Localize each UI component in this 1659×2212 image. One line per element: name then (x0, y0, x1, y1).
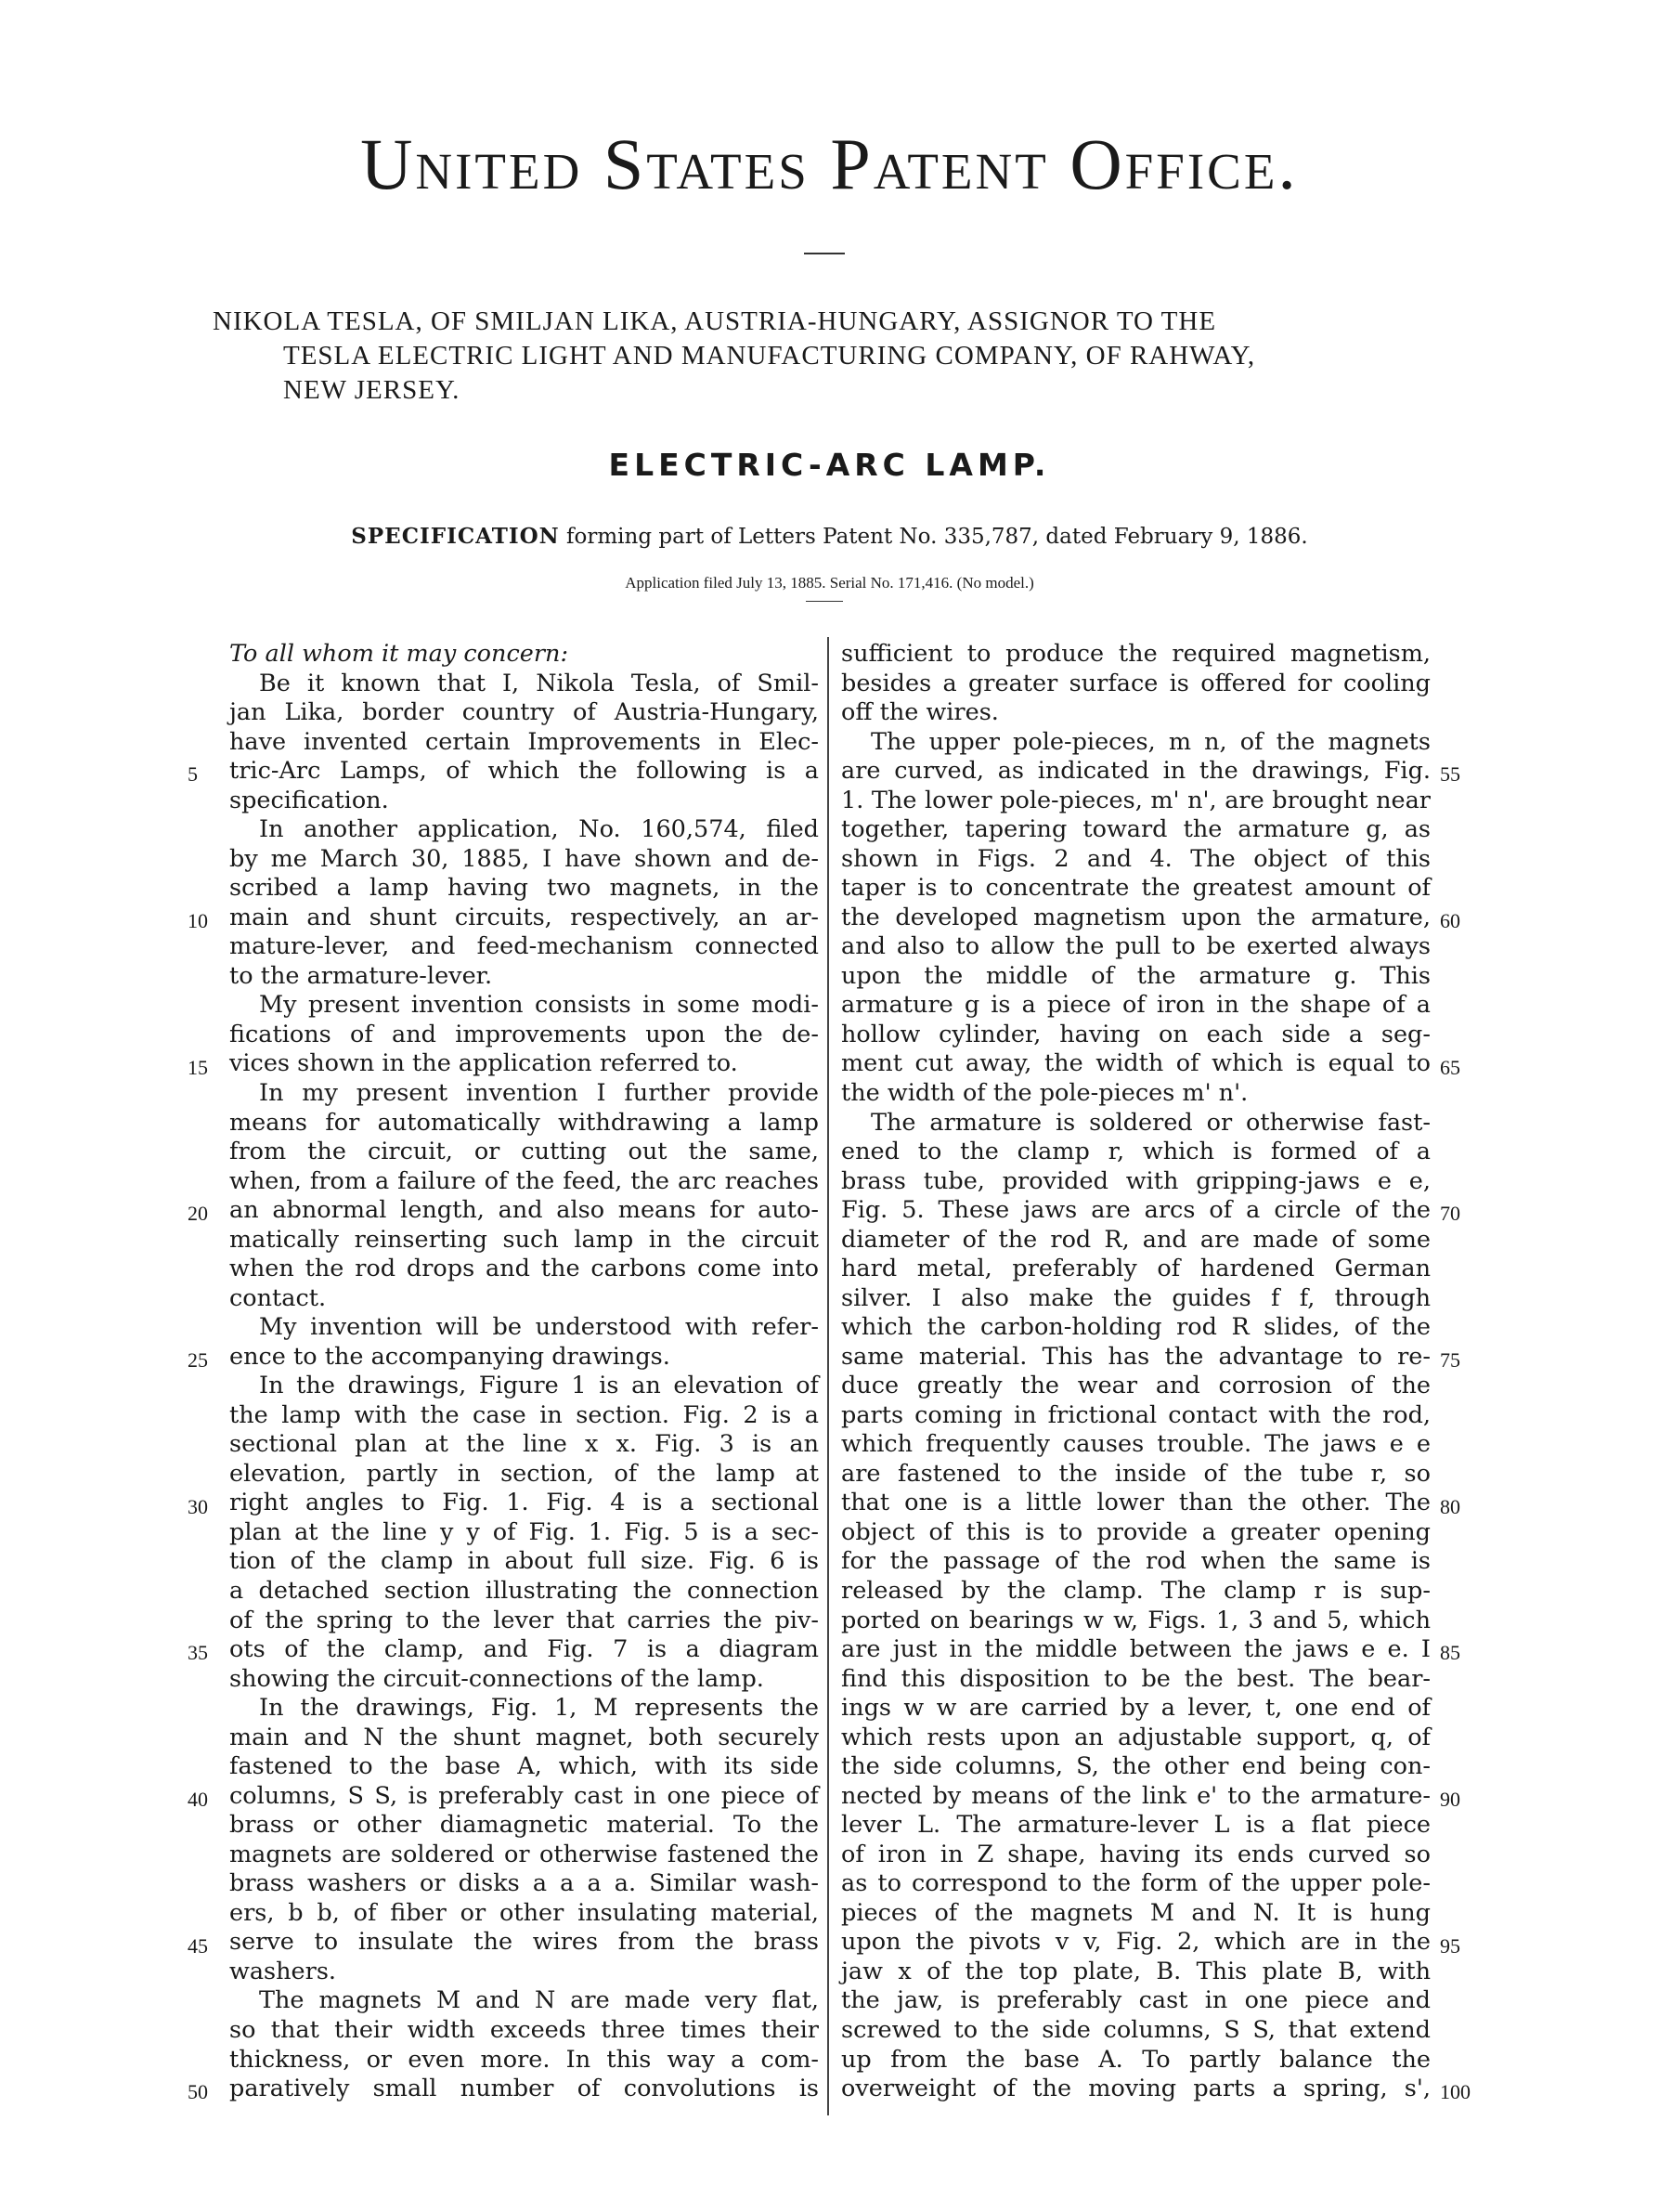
right-text-column (841, 640, 1431, 2104)
specification-label: SPECIFICATION (351, 524, 560, 549)
line-number: 45 (188, 1933, 208, 1958)
text-line: taper is to concentrate the greatest amount of (841, 874, 1431, 903)
text-line: main and shunt circuits, respectively, an ar- (229, 903, 819, 931)
text-line: object of this is to provide a greater opening (841, 1517, 1431, 1546)
text-line: columns, S S, is preferably cast in one piece of (229, 1781, 819, 1810)
line-number: 25 (188, 1347, 208, 1372)
text-line: the side columns, S, the other end being con- (841, 1752, 1431, 1781)
line-number: 90 (1440, 1788, 1460, 1812)
text-line: diameter of the rod R, and are made of some (841, 1225, 1431, 1254)
text-line: off the wires. (841, 698, 999, 727)
text-line: that one is a little lower than the other. The (841, 1489, 1431, 1517)
text-line: The magnets M and N are made very flat, (259, 1986, 819, 2015)
text-line: washers. (229, 1957, 337, 1985)
text-line: magnets are soldered or otherwise fastened the (229, 1840, 819, 1868)
inventor-line: NIKOLA TESLA, OF SMILJAN LIKA, AUSTRIA-HUNGARY, ASSIGNOR TO THE (213, 306, 1217, 336)
text-line: ers, b b, of fiber or other insulating material, (229, 1898, 819, 1927)
line-number: 70 (1440, 1202, 1460, 1226)
left-text-column (229, 640, 819, 2104)
text-line: so that their width exceeds three times their (229, 2015, 819, 2044)
specification-text: forming part of Letters Patent No. 335,787, dated February 9, 1886. (566, 525, 1308, 549)
text-line: paratively small number of convolutions is (229, 2075, 819, 2103)
text-line: ings w w are carried by a lever, t, one end of (841, 1694, 1431, 1723)
line-number: 65 (1440, 1055, 1460, 1079)
text-line: pieces of the magnets M and N. It is hung (841, 1898, 1431, 1927)
text-line: same material. This has the advantage to re- (841, 1342, 1431, 1371)
line-number: 40 (188, 1788, 208, 1812)
text-line: shown in Figs. 2 and 4. The object of this (841, 844, 1431, 873)
text-line: find this disposition to be the best. The bear- (841, 1664, 1431, 1693)
text-line: plan at the line y y of Fig. 1. Fig. 5 is a sec- (229, 1517, 819, 1546)
text-line: 1. The lower pole-pieces, m' n', are brought near (841, 786, 1431, 814)
text-line: specification. (229, 786, 389, 814)
text-line: upon the pivots v v, Fig. 2, which are in the (841, 1928, 1431, 1957)
text-line: which the carbon-holding rod R slides, of the (841, 1313, 1431, 1342)
text-line: The upper pole-pieces, m n, of the magnets (871, 727, 1431, 756)
line-number: 10 (188, 908, 208, 932)
text-line: a detached section illustrating the connection (229, 1577, 819, 1605)
text-line: are just in the middle between the jaws e e. I (841, 1635, 1431, 1664)
patent-office-heading: United States Patent Office. (360, 124, 1299, 204)
text-line: showing the circuit-connections of the lamp. (229, 1664, 764, 1693)
text-line: means for automatically withdrawing a lamp (229, 1108, 819, 1137)
text-line: My present invention consists in some modi- (259, 991, 819, 1020)
document-title: ELECTRIC-ARC LAMP. (608, 447, 1051, 483)
text-line: jaw x of the top plate, B. This plate B, with (841, 1957, 1431, 1985)
text-line: main and N the shunt magnet, both securely (229, 1723, 819, 1751)
specification-line (0, 526, 1659, 548)
text-line: parts coming in frictional contact with the rod, (841, 1400, 1431, 1429)
text-line: lever L. The armature-lever L is a flat piece (841, 1811, 1431, 1840)
text-line: together, tapering toward the armature g, as (841, 815, 1431, 844)
salutation: To all whom it may concern: (229, 640, 569, 668)
text-line: are curved, as indicated in the drawings, Fig. (841, 757, 1431, 786)
line-number: 15 (188, 1055, 208, 1079)
inventor-line: NEW JERSEY. (283, 375, 460, 405)
line-number: 35 (188, 1641, 208, 1665)
text-line: when the rod drops and the carbons come into (229, 1255, 819, 1283)
text-line: contact. (229, 1283, 327, 1312)
line-number: 20 (188, 1202, 208, 1226)
text-line: armature g is a piece of iron in the shape of a (841, 991, 1431, 1020)
text-line: are fastened to the inside of the tube r, so (841, 1459, 1431, 1488)
text-line: silver. I also make the guides f f, through (841, 1283, 1431, 1312)
line-number: 85 (1440, 1641, 1460, 1665)
text-line: jan Lika, border country of Austria-Hungary, (229, 698, 819, 727)
text-line: brass or other diamagnetic material. To the (229, 1811, 819, 1840)
text-line: serve to insulate the wires from the brass (229, 1928, 819, 1957)
text-line: hollow cylinder, having on each side a seg- (841, 1020, 1431, 1048)
text-line: scribed a lamp having two magnets, in the (229, 874, 819, 903)
text-line: tric-Arc Lamps, of which the following is a (229, 757, 819, 786)
text-line: elevation, partly in section, of the lamp at (229, 1459, 819, 1488)
text-line: up from the base A. To partly balance the (841, 2045, 1431, 2074)
line-number: 100 (1440, 2080, 1471, 2104)
text-line: the lamp with the case in section. Fig. 2 is a (229, 1400, 819, 1429)
text-line: sufficient to produce the required magnetism, (841, 640, 1431, 668)
text-line: upon the middle of the armature g. This (841, 961, 1431, 990)
text-line: The armature is soldered or otherwise fast- (871, 1108, 1431, 1137)
text-line: thickness, or even more. In this way a com- (229, 2045, 819, 2074)
text-line: and also to allow the pull to be exerted always (841, 932, 1431, 961)
text-line: brass washers or disks a a a a. Similar wash- (229, 1869, 819, 1898)
inventor-line: TESLA ELECTRIC LIGHT AND MANUFACTURING COMPANY, OF RAHWAY, (283, 341, 1256, 371)
line-number: 50 (188, 2080, 208, 2104)
text-line: screwed to the side columns, S S, that extend (841, 2015, 1431, 2044)
text-line: overweight of the moving parts a spring, s', (841, 2075, 1431, 2103)
line-number: 95 (1440, 1933, 1460, 1958)
text-line: by me March 30, 1885, I have shown and de- (229, 844, 819, 873)
text-line: mature-lever, and feed-mechanism connected (229, 932, 819, 961)
text-line: released by the clamp. The clamp r is sup- (841, 1577, 1431, 1605)
line-number: 75 (1440, 1347, 1460, 1372)
text-line: vices shown in the application referred to. (229, 1049, 738, 1078)
top-divider (804, 253, 845, 254)
line-number: 5 (188, 762, 198, 787)
text-line: which frequently causes trouble. The jaws e e (841, 1430, 1431, 1459)
text-line: hard metal, preferably of hardened German (841, 1255, 1431, 1283)
text-line: besides a greater surface is offered for cooling (841, 669, 1431, 697)
text-line: to the armature-lever. (229, 961, 493, 990)
text-line: fications of and improvements upon the de- (229, 1020, 819, 1048)
text-line: as to correspond to the form of the upper pole- (841, 1869, 1431, 1898)
text-line: matically reinserting such lamp in the circuit (229, 1225, 819, 1254)
text-line: the width of the pole-pieces m' n'. (841, 1078, 1249, 1107)
text-line: ots of the clamp, and Fig. 7 is a diagram (229, 1635, 819, 1664)
mid-divider (806, 601, 843, 602)
line-number: 60 (1440, 908, 1460, 932)
application-line: Application filed July 13, 1885. Serial No. 171,416. (No model.) (625, 574, 1034, 592)
text-line: nected by means of the link e' to the armature- (841, 1781, 1431, 1810)
text-line: of iron in Z shape, having its ends curved so (841, 1840, 1431, 1868)
text-line: for the passage of the rod when the same is (841, 1547, 1431, 1576)
text-line: ence to the accompanying drawings. (229, 1342, 670, 1371)
text-line: In another application, No. 160,574, filed (259, 815, 819, 844)
text-line: In the drawings, Figure 1 is an elevation of (259, 1372, 819, 1400)
text-line: My invention will be understood with refer- (259, 1313, 819, 1342)
text-line: the developed magnetism upon the armature, (841, 903, 1431, 931)
text-line: tion of the clamp in about full size. Fig. 6 is (229, 1547, 819, 1576)
text-line: which rests upon an adjustable support, q, of (841, 1723, 1431, 1751)
text-line: sectional plan at the line x x. Fig. 3 is an (229, 1430, 819, 1459)
line-number: 55 (1440, 762, 1460, 787)
text-line: an abnormal length, and also means for auto- (229, 1196, 819, 1225)
text-line: of the spring to the lever that carries the piv- (229, 1606, 819, 1634)
text-line: In my present invention I further provide (259, 1078, 819, 1107)
text-line: duce greatly the wear and corrosion of the (841, 1372, 1431, 1400)
text-line: have invented certain Improvements in Elec- (229, 727, 819, 756)
text-line: right angles to Fig. 1. Fig. 4 is a sectional (229, 1489, 819, 1517)
text-line: Be it known that I, Nikola Tesla, of Smil- (259, 669, 819, 697)
text-line: fastened to the base A, which, with its side (229, 1752, 819, 1781)
text-line: Fig. 5. These jaws are arcs of a circle of the (841, 1196, 1431, 1225)
text-line: ported on bearings w w, Figs. 1, 3 and 5, which (841, 1606, 1431, 1634)
text-line: In the drawings, Fig. 1, M represents the (259, 1694, 819, 1723)
inventor-block (213, 305, 1419, 408)
text-line: ment cut away, the width of which is equal to (841, 1049, 1431, 1078)
text-line: the jaw, is preferably cast in one piece and (841, 1986, 1431, 2015)
line-number: 80 (1440, 1494, 1460, 1518)
line-number: 30 (188, 1494, 208, 1518)
text-line: ened to the clamp r, which is formed of a (841, 1138, 1431, 1166)
text-line: when, from a failure of the feed, the arc reaches (229, 1166, 819, 1195)
column-divider (827, 637, 829, 2115)
text-line: from the circuit, or cutting out the same, (229, 1138, 819, 1166)
text-line: brass tube, provided with gripping-jaws e e, (841, 1166, 1431, 1195)
